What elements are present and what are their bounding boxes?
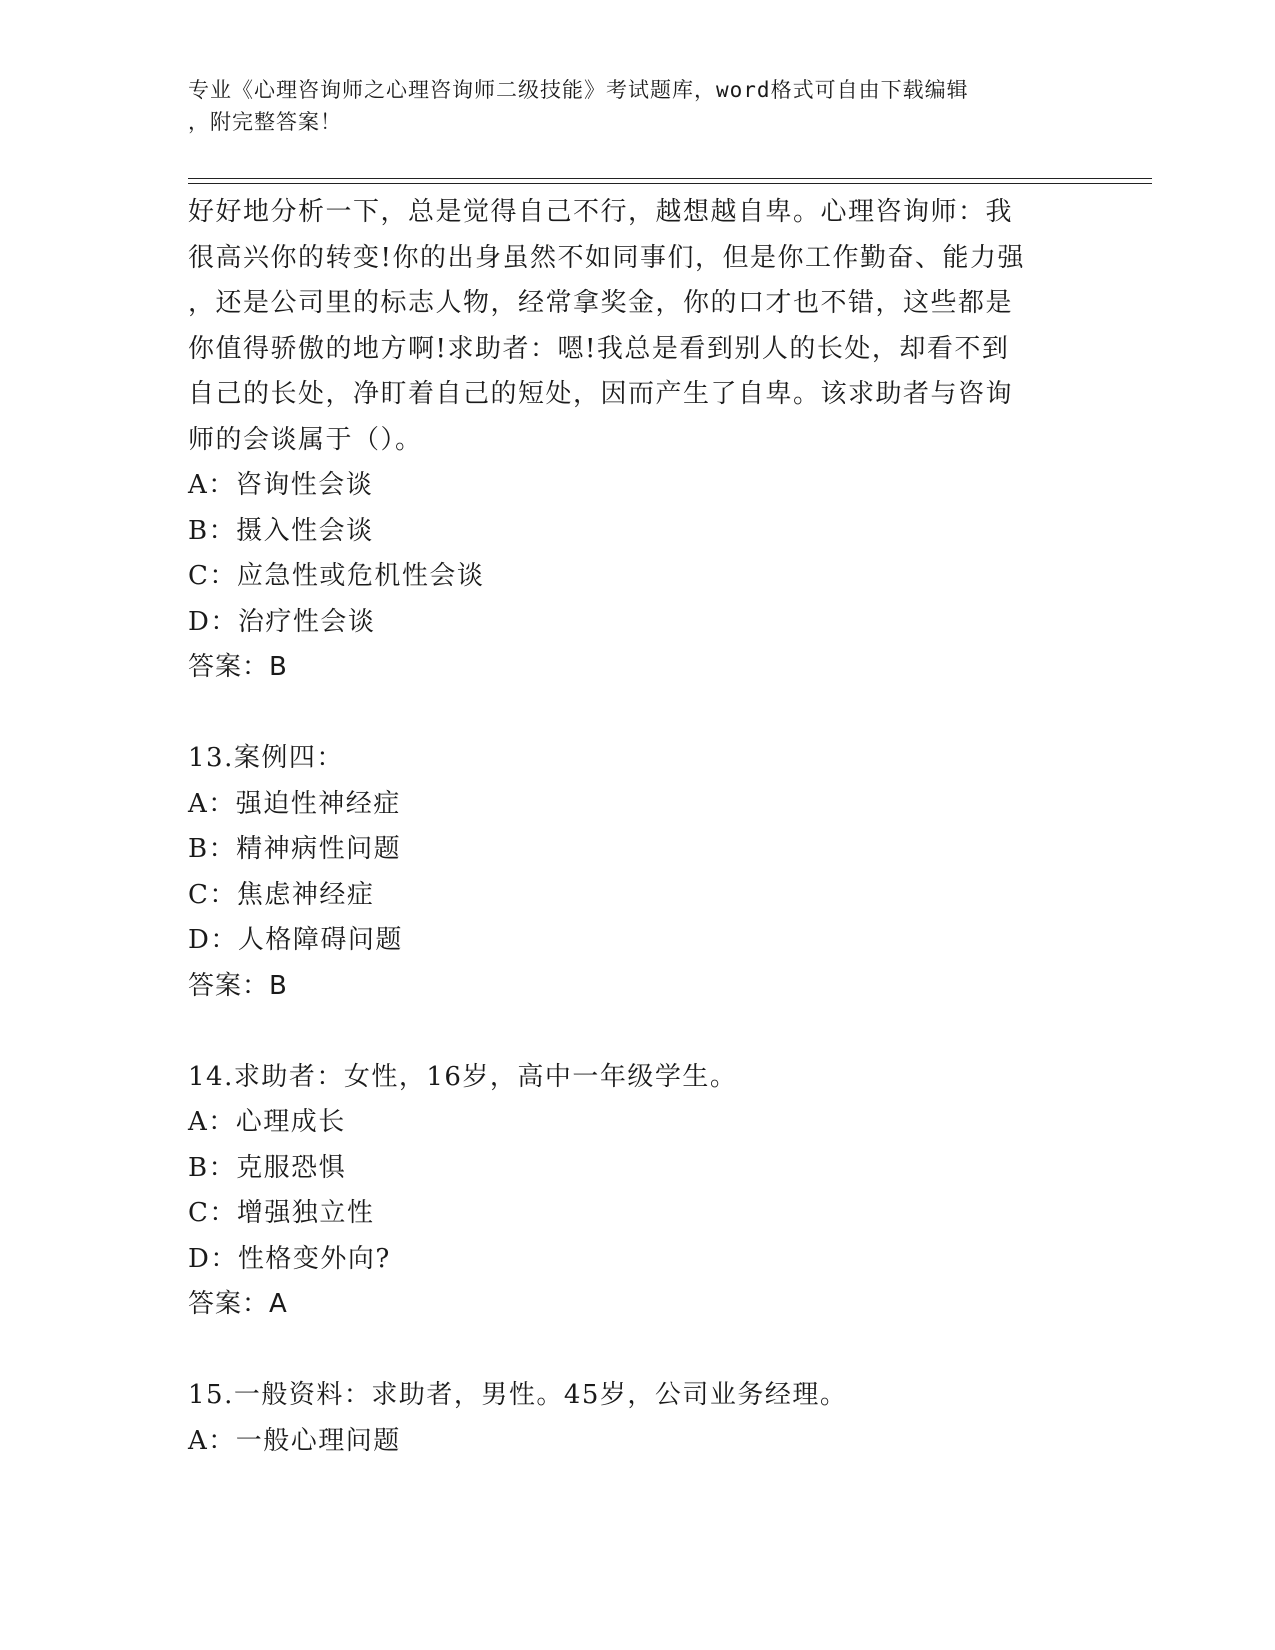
question-list bbox=[188, 190, 1088, 1464]
option-d: D：人格障碍问题 bbox=[188, 925, 403, 955]
spacer bbox=[188, 1009, 1088, 1055]
header-line-1: 专业《心理咨询师之心理咨询师二级技能》考试题库，word格式可自由下载编辑 bbox=[188, 78, 969, 102]
option-a: A：一般心理问题 bbox=[188, 1425, 401, 1456]
header-line-2: ，附完整答案！ bbox=[188, 110, 342, 134]
answer-line: 答案：B bbox=[188, 970, 288, 1001]
question-stem: 15.一般资料：求助者，男性。45岁，公司业务经理。 bbox=[188, 1380, 848, 1410]
option-b: B：摄入性会谈 bbox=[188, 515, 374, 546]
header-divider-bottom bbox=[188, 183, 1152, 184]
option-c: C：焦虑神经症 bbox=[188, 879, 375, 910]
question-13 bbox=[188, 736, 1088, 1009]
option-d: D：治疗性会谈 bbox=[188, 606, 376, 637]
question-stem-line: 自己的长处，净盯着自己的短处，因而产生了自卑。该求助者与咨询 bbox=[188, 379, 1014, 409]
question-15 bbox=[188, 1373, 1088, 1464]
question-stem-line: 好好地分析一下，总是觉得自己不行，越想越自卑。心理咨询师：我 bbox=[188, 197, 1014, 227]
question-stem-line: 师的会谈属于（）。 bbox=[188, 424, 423, 455]
question-stem: 14.求助者：女性，16岁，高中一年级学生。 bbox=[188, 1061, 738, 1092]
option-c: C：增强独立性 bbox=[188, 1198, 375, 1228]
spacer bbox=[188, 691, 1088, 737]
question-stem: 13.案例四： bbox=[188, 743, 344, 773]
option-b: B：精神病性问题 bbox=[188, 834, 402, 864]
question-stem-line: 很高兴你的转变!你的出身虽然不如同事们，但是你工作勤奋、能力强 bbox=[188, 242, 1025, 273]
question-12 bbox=[188, 190, 1088, 691]
option-d: D：性格变外向? bbox=[188, 1243, 391, 1274]
header-divider-top bbox=[188, 178, 1152, 179]
document-header bbox=[188, 74, 1068, 138]
option-b: B：克服恐惧 bbox=[188, 1152, 347, 1183]
question-14 bbox=[188, 1055, 1088, 1328]
answer-line: 答案：B bbox=[188, 652, 288, 682]
answer-line: 答案：A bbox=[188, 1289, 288, 1319]
option-a: A：咨询性会谈 bbox=[188, 470, 374, 500]
option-c: C：应急性或危机性会谈 bbox=[188, 561, 485, 591]
question-stem-line: ，还是公司里的标志人物，经常拿奖金，你的口才也不错，这些都是 bbox=[188, 288, 1014, 318]
option-a: A：强迫性神经症 bbox=[188, 788, 401, 819]
question-stem-line: 你值得骄傲的地方啊!求助者：嗯!我总是看到别人的长处，却看不到 bbox=[188, 333, 1010, 364]
spacer bbox=[188, 1328, 1088, 1374]
option-a: A：心理成长 bbox=[188, 1107, 346, 1137]
